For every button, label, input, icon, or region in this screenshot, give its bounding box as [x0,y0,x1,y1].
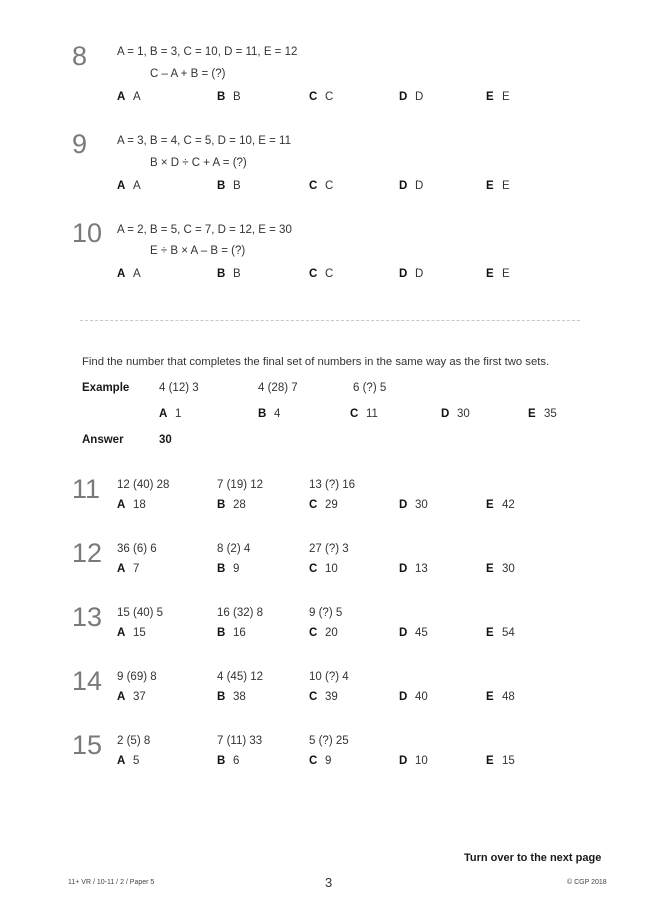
copyright: © CGP 2018 [567,879,607,886]
option-a[interactable]: A 7 [117,563,140,575]
option-d[interactable]: D D [399,91,424,103]
question-number: 14 [72,666,103,696]
number-set: 7 (19) 12 [217,479,264,491]
number-set: 15 (40) 5 [117,607,164,619]
example-set: 4 (28) 7 [258,382,298,394]
option-b[interactable]: B 16 [217,627,246,639]
number-set: 8 (2) 4 [217,543,251,555]
option-d[interactable]: D 10 [399,755,428,767]
example-option-e: E 35 [528,408,557,420]
example-option-c: C 11 [350,408,378,420]
example-set: 4 (12) 3 [159,382,199,394]
number-set: 9 (69) 8 [117,671,157,683]
option-e[interactable]: E 30 [486,563,515,575]
example-label: Example [82,382,130,394]
option-e[interactable]: E E [486,268,510,280]
option-b[interactable]: B B [217,180,241,192]
question-number: 9 [72,129,88,159]
paper-code: 11+ VR / 10-11 / 2 / Paper 5 [68,879,155,886]
turn-over-text: Turn over to the next page [464,852,602,864]
question-given: A = 3, B = 4, C = 5, D = 10, E = 11 [117,135,291,147]
answer-value: 30 [159,434,172,446]
option-e[interactable]: E E [486,91,510,103]
option-d[interactable]: D 45 [399,627,428,639]
option-a[interactable]: A A [117,180,141,192]
question-number: 8 [72,41,88,71]
number-set: 10 (?) 4 [309,671,349,683]
option-e[interactable]: E 54 [486,627,515,639]
example-option-d: D 30 [441,408,470,420]
option-c[interactable]: C 39 [309,691,338,703]
example-option-a: A 1 [159,408,182,420]
option-a[interactable]: A 18 [117,499,146,511]
option-c[interactable]: C 20 [309,627,338,639]
option-a[interactable]: A 15 [117,627,146,639]
option-a[interactable]: A A [117,91,141,103]
option-c[interactable]: C C [309,180,334,192]
question-expression: B × D ÷ C + A = (?) [150,157,247,169]
number-set: 5 (?) 25 [309,735,349,747]
question-expression: E ÷ B × A – B = (?) [150,245,246,257]
option-b[interactable]: B B [217,268,241,280]
number-set: 36 (6) 6 [117,543,157,555]
question-number: 12 [72,538,103,568]
option-b[interactable]: B 6 [217,755,240,767]
question-given: A = 2, B = 5, C = 7, D = 12, E = 30 [117,224,292,236]
example-set: 6 (?) 5 [353,382,387,394]
page-number: 3 [325,875,333,890]
question-expression: C – A + B = (?) [150,68,226,80]
option-d[interactable]: D D [399,268,424,280]
option-b[interactable]: B 9 [217,563,240,575]
option-c[interactable]: C 10 [309,563,338,575]
question-number: 11 [72,474,101,504]
option-e[interactable]: E 15 [486,755,515,767]
option-b[interactable]: B 38 [217,691,246,703]
option-e[interactable]: E 48 [486,691,515,703]
option-e[interactable]: E 42 [486,499,515,511]
number-set: 9 (?) 5 [309,607,343,619]
number-set: 27 (?) 3 [309,543,349,555]
option-b[interactable]: B B [217,91,241,103]
section-instruction: Find the number that completes the final set of numbers in the same way as the first two sets. [82,356,550,368]
option-c[interactable]: C 9 [309,755,332,767]
option-d[interactable]: D 13 [399,563,428,575]
option-c[interactable]: C C [309,268,334,280]
number-set: 4 (45) 12 [217,671,264,683]
option-d[interactable]: D 30 [399,499,428,511]
number-set: 2 (5) 8 [117,735,151,747]
question-given: A = 1, B = 3, C = 10, D = 11, E = 12 [117,46,298,58]
section-divider [80,320,580,321]
question-number: 10 [72,218,103,248]
option-a[interactable]: A A [117,268,141,280]
option-d[interactable]: D 40 [399,691,428,703]
number-set: 7 (11) 33 [217,735,263,747]
option-e[interactable]: E E [486,180,510,192]
answer-label: Answer [82,434,124,446]
question-number: 13 [72,602,103,632]
option-c[interactable]: C C [309,91,334,103]
example-option-b: B 4 [258,408,281,420]
option-b[interactable]: B 28 [217,499,246,511]
question-number: 15 [72,730,103,760]
option-a[interactable]: A 37 [117,691,146,703]
number-set: 12 (40) 28 [117,479,170,491]
option-a[interactable]: A 5 [117,755,140,767]
option-c[interactable]: C 29 [309,499,338,511]
number-set: 16 (32) 8 [217,607,264,619]
number-set: 13 (?) 16 [309,479,356,491]
option-d[interactable]: D D [399,180,424,192]
